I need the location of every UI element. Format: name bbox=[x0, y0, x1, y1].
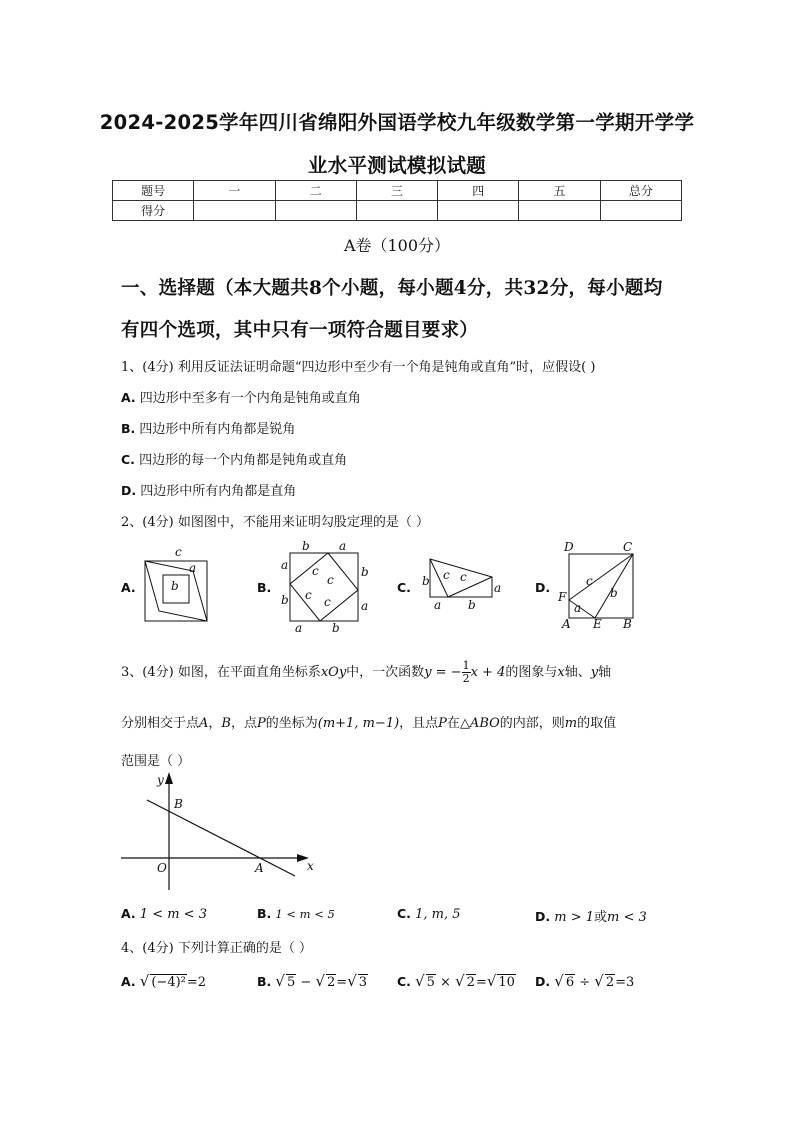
q4-d-result: =3 bbox=[615, 975, 635, 990]
q3-coord: (m+1, m−1) bbox=[317, 716, 400, 731]
q4-stem: 4、(4分) 下列计算正确的是（ ） bbox=[121, 941, 312, 956]
radical-sign-icon: √ bbox=[347, 972, 357, 990]
radical-sign-icon: √ bbox=[554, 972, 564, 990]
q2-label-a: A. bbox=[121, 580, 136, 595]
svg-text:a: a bbox=[281, 558, 289, 572]
svg-text:A: A bbox=[562, 617, 571, 631]
radical-sign-icon: √ bbox=[275, 972, 285, 990]
option-letter: A. bbox=[121, 906, 136, 921]
svg-text:a: a bbox=[295, 621, 303, 635]
svg-text:b: b bbox=[302, 539, 310, 553]
q3-stem-b: 中，一次函数 bbox=[346, 665, 425, 680]
svg-text:c: c bbox=[327, 573, 334, 587]
q3-fraction-numerator: 1 bbox=[462, 659, 470, 672]
q4-a-result: =2 bbox=[186, 975, 207, 990]
graph-label-x: x bbox=[307, 859, 314, 873]
q3-line2-c: 的坐标为 bbox=[265, 716, 318, 731]
q3-option-d-text-1: m > 1 bbox=[554, 910, 595, 925]
q3-stem-d: 轴、 bbox=[564, 665, 591, 680]
q3-point-b: B bbox=[221, 716, 231, 731]
q1-option-a bbox=[121, 387, 361, 406]
q1-option-a-text: 四边形中至多有一个内角是钝角或直角 bbox=[139, 391, 361, 406]
q2-figure-b bbox=[277, 539, 369, 635]
q4-c-radicand-1: 5 bbox=[426, 975, 435, 990]
option-letter: D. bbox=[535, 974, 551, 989]
option-letter: C. bbox=[397, 974, 411, 989]
svg-text:a: a bbox=[574, 601, 582, 615]
q2-figure-d bbox=[556, 540, 638, 632]
q1-option-b bbox=[121, 418, 295, 437]
score-cell bbox=[275, 201, 356, 221]
q3-stem-line-1 bbox=[121, 660, 611, 685]
radical-sign-icon: √ bbox=[315, 972, 325, 990]
q2-figure-c bbox=[416, 555, 504, 615]
q3-point-a: A bbox=[199, 716, 209, 731]
svg-text:B: B bbox=[623, 617, 632, 631]
score-header-cell: 一 bbox=[194, 181, 275, 201]
section-1-heading-line-1: 一、选择题（本大题共8个小题，每小题4分，共32分，每小题均 bbox=[121, 278, 663, 299]
q3-fraction bbox=[462, 660, 471, 685]
q4-b-equals: = bbox=[336, 975, 348, 990]
q3-y: y bbox=[590, 665, 599, 680]
svg-text:a: a bbox=[339, 539, 347, 553]
graph-label-a: A bbox=[255, 861, 264, 875]
svg-text:F: F bbox=[558, 590, 567, 604]
score-cell bbox=[356, 201, 437, 221]
svg-text:b: b bbox=[610, 586, 618, 600]
q2-figure-a bbox=[141, 545, 213, 625]
q4-option-d bbox=[535, 972, 634, 990]
q4-b-radicand-1: 5 bbox=[286, 975, 296, 990]
q4-option-a bbox=[121, 972, 206, 990]
q1-option-c bbox=[121, 449, 347, 468]
score-cell bbox=[438, 201, 519, 221]
score-table-header-row bbox=[113, 181, 682, 201]
q1-option-d-text: 四边形中所有内角都是直角 bbox=[140, 484, 297, 499]
score-header-cell: 三 bbox=[356, 181, 437, 201]
svg-text:c: c bbox=[443, 568, 450, 582]
svg-text:b: b bbox=[332, 621, 340, 635]
title-line-2: 业水平测试模拟试题 bbox=[307, 154, 487, 177]
svg-text:c: c bbox=[312, 564, 319, 578]
q3-x: x bbox=[557, 665, 565, 680]
svg-text:b: b bbox=[422, 574, 430, 588]
score-header-cell: 四 bbox=[438, 181, 519, 201]
q3-graph bbox=[115, 770, 320, 895]
svg-text:D: D bbox=[564, 540, 574, 554]
q4-d-radicand-1: 6 bbox=[565, 975, 575, 990]
option-letter: A. bbox=[121, 974, 136, 989]
score-cell bbox=[194, 201, 275, 221]
score-header-cell: 总分 bbox=[600, 181, 681, 201]
score-cell bbox=[519, 201, 600, 221]
title-line-1: 2024-2025学年四川省绵阳外国语学校九年级数学第一学期开学学 bbox=[99, 111, 695, 134]
q1-option-b-text: 四边形中所有内角都是锐角 bbox=[139, 422, 296, 437]
svg-text:b: b bbox=[468, 598, 476, 612]
svg-text:c: c bbox=[175, 545, 182, 559]
radical-sign-icon: √ bbox=[486, 972, 497, 990]
q3-stem-e: 轴 bbox=[598, 665, 612, 680]
q2-label-b: B. bbox=[257, 580, 272, 595]
q4-c-operator: × bbox=[435, 975, 456, 990]
q3-option-a bbox=[121, 906, 207, 922]
svg-text:a: a bbox=[361, 599, 369, 613]
q1-option-d bbox=[121, 480, 296, 499]
score-cell bbox=[600, 201, 681, 221]
svg-text:c: c bbox=[305, 588, 312, 602]
q3-option-b-text: 1 < m < 5 bbox=[275, 907, 335, 921]
q4-option-b bbox=[257, 972, 368, 990]
q3-option-b bbox=[257, 906, 335, 922]
q3-xoy: xOy bbox=[320, 665, 347, 680]
svg-text:c: c bbox=[586, 574, 593, 588]
radical-sign-icon: √ bbox=[139, 972, 150, 990]
q4-a-radicand: (−4)² bbox=[151, 975, 186, 990]
q3-comma: ， bbox=[208, 716, 222, 731]
option-letter: D. bbox=[121, 483, 137, 498]
q4-option-c bbox=[397, 972, 516, 990]
svg-text:b: b bbox=[361, 565, 369, 579]
q3-line2-g: 的取值 bbox=[577, 716, 617, 731]
radical-sign-icon: √ bbox=[415, 972, 425, 990]
q2-label-d: D. bbox=[535, 580, 551, 595]
q3-option-c-text: 1, m, 5 bbox=[415, 907, 461, 922]
q3-option-d bbox=[535, 906, 647, 925]
q1-stem: 1、(4分) 利用反证法证明命题“四边形中至少有一个角是钝角或直角”时，应假设( ) bbox=[121, 360, 596, 375]
q4-b-radicand-2: 2 bbox=[327, 975, 336, 990]
svg-text:a: a bbox=[494, 581, 502, 595]
q3-option-a-text: 1 < m < 3 bbox=[139, 907, 207, 922]
q3-option-d-or: 或 bbox=[594, 910, 608, 925]
option-letter: B. bbox=[121, 421, 136, 436]
q1-option-c-text: 四边形的每一个内角都是钝角或直角 bbox=[139, 453, 348, 468]
svg-text:c: c bbox=[460, 570, 467, 584]
q3-line2-a: 分别相交于点 bbox=[121, 716, 200, 731]
score-header-cell: 题号 bbox=[113, 181, 194, 201]
q3-line2-d: ，且点 bbox=[399, 716, 439, 731]
q3-fraction-denominator: 2 bbox=[462, 672, 470, 685]
q4-c-equals: = bbox=[475, 975, 487, 990]
q4-d-radicand-2: 2 bbox=[605, 975, 615, 990]
q4-d-operator: ÷ bbox=[575, 975, 595, 990]
score-row-label: 得分 bbox=[113, 201, 194, 221]
graph-label-o: O bbox=[157, 861, 167, 875]
q3-line2-b: ，点 bbox=[230, 716, 257, 731]
svg-text:E: E bbox=[593, 617, 602, 631]
q3-triangle: △ABO bbox=[459, 716, 500, 731]
svg-text:a: a bbox=[189, 561, 197, 575]
graph-label-b: B bbox=[174, 797, 183, 811]
q2-stem: 2、(4分) 如图图中，不能用来证明勾股定理的是（ ） bbox=[121, 515, 429, 530]
svg-text:b: b bbox=[171, 579, 179, 593]
svg-text:a: a bbox=[434, 598, 442, 612]
q4-c-radicand-3: 10 bbox=[498, 975, 515, 990]
q3-point-p2: P bbox=[438, 716, 447, 731]
q3-line2-f: 的内部，则 bbox=[499, 716, 565, 731]
q3-stem-a: 3、(4分) 如图，在平面直角坐标系 bbox=[121, 665, 321, 680]
q3-stem-c: 的图象与 bbox=[505, 665, 558, 680]
q3-point-p: P bbox=[257, 716, 266, 731]
q3-stem-line-3: 范围是（ ） bbox=[121, 754, 191, 769]
score-table bbox=[112, 180, 682, 221]
score-header-cell: 二 bbox=[275, 181, 356, 201]
svg-text:C: C bbox=[623, 540, 633, 554]
q3-option-c bbox=[397, 906, 460, 922]
q3-func-tail: x + 4 bbox=[470, 665, 506, 680]
option-letter: A. bbox=[121, 390, 136, 405]
svg-text:c: c bbox=[324, 595, 331, 609]
section-1-heading-line-2: 有四个选项，其中只有一项符合题目要求） bbox=[121, 320, 479, 341]
q3-line2-e: 在 bbox=[446, 716, 460, 731]
option-letter: B. bbox=[257, 974, 272, 989]
radical-sign-icon: √ bbox=[594, 972, 604, 990]
q3-option-d-text-2: m < 3 bbox=[607, 910, 647, 925]
option-letter: C. bbox=[397, 906, 411, 921]
graph-label-y: y bbox=[157, 773, 164, 787]
q3-func-y: y = − bbox=[424, 665, 462, 680]
option-letter: B. bbox=[257, 906, 272, 921]
svg-text:b: b bbox=[281, 593, 289, 607]
radical-sign-icon: √ bbox=[455, 972, 465, 990]
q4-c-radicand-2: 2 bbox=[466, 975, 475, 990]
q2-label-c: C. bbox=[397, 580, 411, 595]
q4-b-radicand-3: 3 bbox=[358, 975, 368, 990]
score-table-score-row bbox=[113, 201, 682, 221]
q3-stem-line-2 bbox=[121, 712, 616, 731]
score-header-cell: 五 bbox=[519, 181, 600, 201]
q3-m: m bbox=[564, 716, 578, 731]
option-letter: D. bbox=[535, 909, 551, 924]
option-letter: C. bbox=[121, 452, 135, 467]
part-a-heading: A卷（100分） bbox=[343, 236, 451, 255]
q4-b-operator: − bbox=[296, 975, 316, 990]
